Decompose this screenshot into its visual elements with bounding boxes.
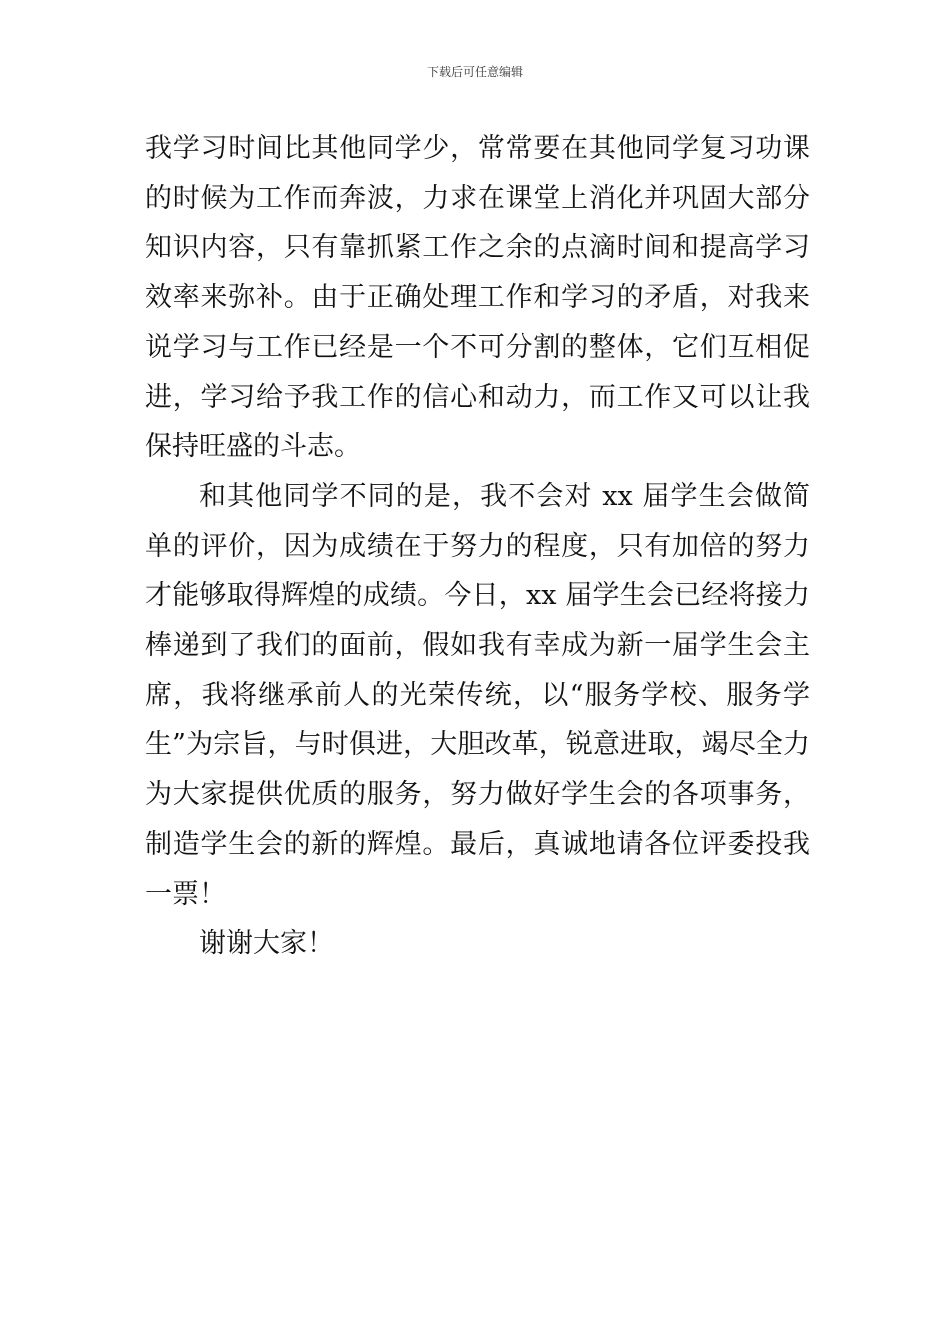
- paragraph-closing: 谢谢大家！: [199, 928, 334, 960]
- paragraph-candidacy: 和其他同学不同的是，我不会对 xx 届学生会做简单的评价，因为成绩在于努力的程度，只有加倍的努力才能够取得辉煌的成绩。今日，xx 届学生会已经将接力棒递到了我们的面前，假如我有幸成为新一届学生会主席，我将继承前人的光荣传统，以“服务学校、服务学生”为宗旨，与时俱进，大胆改革，锐意进取，竭尽全力为大家提供优质的服务，努力做好学生会的各项事务，制造学生会的新的辉煌。最后，真诚地请各位评委投我一票！: [145, 480, 810, 910]
- paragraph-continuation: 我学习时间比其他同学少，常常要在其他同学复习功课的时候为工作而奔波，力求在课堂上消化并巩固大部分知识内容，只有靠抓紧工作之余的点滴时间和提高学习效率来弥补。由于正确处理工作和学习的矛盾，对我来说学习与工作已经是一个不可分割的整体，它们互相促进，学习给予我工作的信心和动力，而工作又可以让我保持旺盛的斗志。: [145, 133, 810, 463]
- document-body: [145, 124, 810, 969]
- page-header: 下载后可任意编辑: [426, 65, 523, 79]
